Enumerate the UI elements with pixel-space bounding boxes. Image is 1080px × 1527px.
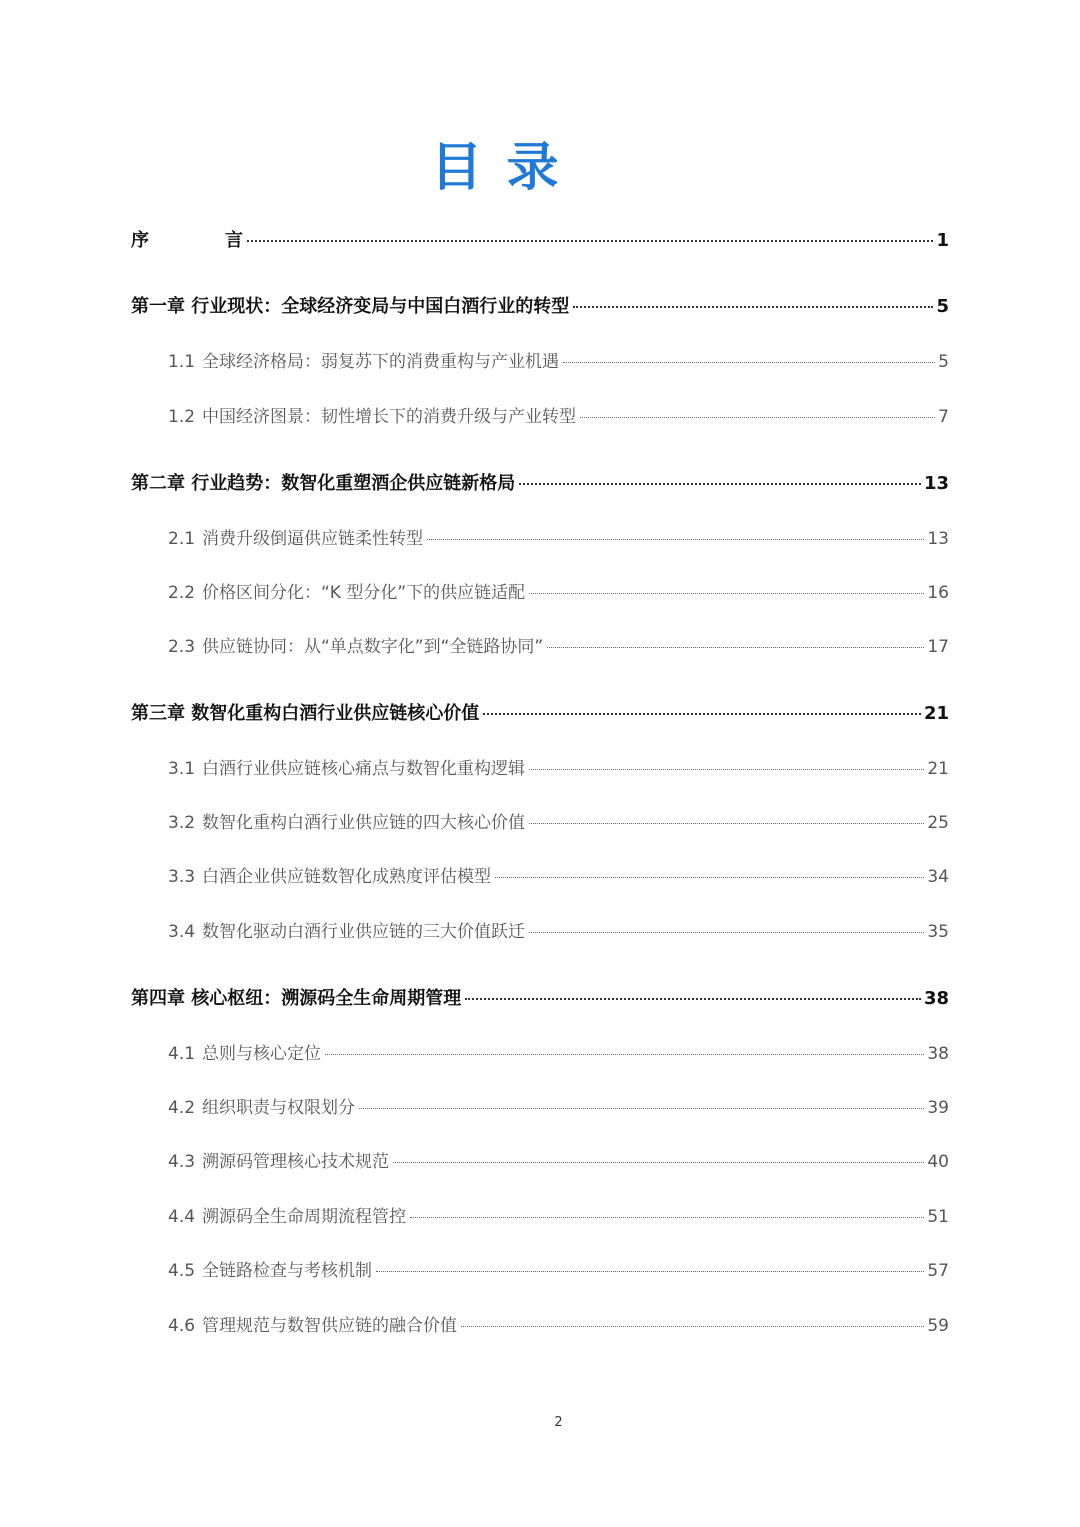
toc-entry-number: 3.3 bbox=[168, 867, 196, 887]
toc-entry-label: 第二章 行业趋势：数智化重塑酒企供应链新格局 bbox=[131, 473, 516, 494]
toc-entry-page-number: 13 bbox=[927, 529, 949, 549]
preface-char-2: 言 bbox=[225, 230, 243, 251]
toc-entry-page-number: 59 bbox=[927, 1316, 949, 1336]
toc-entry-number: 3.1 bbox=[168, 759, 196, 779]
dot-leader bbox=[427, 539, 924, 540]
toc-entry-page-number: 21 bbox=[923, 703, 949, 724]
toc-entry-section-4-6[interactable] bbox=[168, 1311, 949, 1336]
toc-entry-label: 全球经济格局：弱复苏下的消费重构与产业机遇 bbox=[202, 352, 559, 372]
dot-leader bbox=[359, 1108, 924, 1109]
dot-leader bbox=[519, 483, 921, 485]
toc-entry-number: 1.1 bbox=[168, 352, 196, 372]
toc-entry-label: 中国经济图景：韧性增长下的消费升级与产业转型 bbox=[202, 407, 576, 427]
toc-entry-label: 管理规范与数智供应链的融合价值 bbox=[202, 1316, 457, 1336]
dot-leader bbox=[393, 1162, 924, 1163]
dot-leader bbox=[376, 1271, 924, 1272]
toc-entry-section-4-4[interactable] bbox=[168, 1202, 949, 1227]
toc-entry-page-number: 17 bbox=[927, 637, 949, 657]
toc-entry-label: 第三章 数智化重构白酒行业供应链核心价值 bbox=[131, 703, 480, 724]
toc-entry-label bbox=[131, 226, 243, 252]
toc-entry-page-number: 13 bbox=[923, 473, 949, 494]
dot-leader bbox=[580, 417, 935, 418]
toc-entry-label: 数智化驱动白酒行业供应链的三大价值跃迁 bbox=[202, 922, 525, 942]
dot-leader bbox=[247, 240, 933, 242]
dot-leader bbox=[547, 647, 924, 648]
toc-title-char-2: 录 bbox=[506, 138, 583, 198]
toc-entry-page-number: 34 bbox=[927, 867, 949, 887]
toc-entry-page-number: 16 bbox=[927, 583, 949, 603]
toc-entry-page-number: 51 bbox=[927, 1207, 949, 1227]
toc-entry-page-number: 7 bbox=[938, 407, 949, 427]
toc-entry-chapter-2[interactable] bbox=[131, 469, 949, 495]
toc-entry-label: 总则与核心定位 bbox=[202, 1044, 321, 1064]
toc-entry-label: 消费升级倒逼供应链柔性转型 bbox=[202, 529, 423, 549]
toc-entry-section-4-2[interactable] bbox=[168, 1093, 949, 1118]
toc-entry-label: 白酒企业供应链数智化成熟度评估模型 bbox=[202, 867, 491, 887]
dot-leader bbox=[529, 593, 924, 594]
toc-entry-number: 2.2 bbox=[168, 583, 196, 603]
toc-entry-label: 溯源码管理核心技术规范 bbox=[202, 1152, 389, 1172]
toc-entry-chapter-1[interactable] bbox=[131, 292, 949, 318]
toc-entry-page-number: 5 bbox=[936, 296, 949, 317]
dot-leader bbox=[563, 362, 935, 363]
dot-leader bbox=[483, 713, 921, 715]
toc-entry-label: 组织职责与权限划分 bbox=[202, 1098, 355, 1118]
toc-entry-label: 溯源码全生命周期流程管控 bbox=[202, 1207, 406, 1227]
toc-entry-label: 数智化重构白酒行业供应链的四大核心价值 bbox=[202, 813, 525, 833]
toc-entry-number: 3.2 bbox=[168, 813, 196, 833]
toc-entry-page-number: 5 bbox=[938, 352, 949, 372]
toc-entry-section-2-2[interactable] bbox=[168, 578, 949, 603]
toc-entry-page-number: 40 bbox=[927, 1152, 949, 1172]
toc-entry-chapter-3[interactable] bbox=[131, 699, 949, 725]
toc-entry-label: 全链路检查与考核机制 bbox=[202, 1261, 372, 1281]
dot-leader bbox=[529, 769, 924, 770]
toc-title-char-1: 目 bbox=[430, 138, 507, 198]
toc-entry-label: 供应链协同：从“单点数字化”到“全链路协同” bbox=[202, 637, 544, 657]
toc-entry-label: 第一章 行业现状：全球经济变局与中国白酒行业的转型 bbox=[131, 296, 570, 317]
toc-entry-label: 第四章 核心枢纽：溯源码全生命周期管理 bbox=[131, 988, 462, 1009]
toc-entry-number: 2.1 bbox=[168, 529, 196, 549]
toc-entry-section-3-3[interactable] bbox=[168, 862, 949, 887]
toc-entry-label: 价格区间分化：“K 型分化”下的供应链适配 bbox=[202, 583, 526, 603]
dot-leader bbox=[529, 932, 924, 933]
preface-char-1: 序 bbox=[131, 230, 149, 251]
toc-entry-section-2-1[interactable] bbox=[168, 524, 949, 549]
toc-entry-page-number: 35 bbox=[927, 922, 949, 942]
toc-entry-section-1-2[interactable] bbox=[168, 402, 949, 427]
toc-entry-section-3-1[interactable] bbox=[168, 754, 949, 779]
toc-entry-section-3-4[interactable] bbox=[168, 917, 949, 942]
toc-entry-page-number: 39 bbox=[927, 1098, 949, 1118]
toc-entry-number: 4.4 bbox=[168, 1207, 196, 1227]
toc-entry-section-4-3[interactable] bbox=[168, 1147, 949, 1172]
toc-entry-number: 4.6 bbox=[168, 1316, 196, 1336]
toc-entry-section-4-5[interactable] bbox=[168, 1256, 949, 1281]
footer-page-number: 2 bbox=[554, 1415, 563, 1430]
dot-leader bbox=[529, 823, 924, 824]
toc-entry-page-number: 38 bbox=[927, 1044, 949, 1064]
toc-entry-section-2-3[interactable] bbox=[168, 632, 949, 657]
dot-leader bbox=[461, 1326, 924, 1327]
toc-entry-number: 4.5 bbox=[168, 1261, 196, 1281]
dot-leader bbox=[325, 1054, 924, 1055]
toc-entry-chapter-4[interactable] bbox=[131, 984, 949, 1010]
toc-entry-number: 4.2 bbox=[168, 1098, 196, 1118]
toc-entry-page-number: 38 bbox=[923, 988, 949, 1009]
dot-leader bbox=[410, 1217, 924, 1218]
toc-entry-page-number: 1 bbox=[936, 230, 949, 251]
toc-entry-section-3-2[interactable] bbox=[168, 808, 949, 833]
toc-entry-page-number: 21 bbox=[927, 759, 949, 779]
toc-entry-page-number: 57 bbox=[927, 1261, 949, 1281]
toc-entry-page-number: 25 bbox=[927, 813, 949, 833]
toc-entry-section-1-1[interactable] bbox=[168, 347, 949, 372]
toc-entry-number: 3.4 bbox=[168, 922, 196, 942]
toc-entry-section-4-1[interactable] bbox=[168, 1039, 949, 1064]
dot-leader bbox=[465, 998, 921, 1000]
toc-entry-number: 1.2 bbox=[168, 407, 196, 427]
toc-entry-number: 2.3 bbox=[168, 637, 196, 657]
toc-title bbox=[0, 132, 1013, 204]
toc-entry-label: 白酒行业供应链核心痛点与数智化重构逻辑 bbox=[202, 759, 525, 779]
dot-leader bbox=[495, 877, 924, 878]
dot-leader bbox=[573, 306, 933, 308]
toc-entry-number: 4.3 bbox=[168, 1152, 196, 1172]
toc-entry-preface[interactable] bbox=[131, 226, 949, 252]
toc-entry-number: 4.1 bbox=[168, 1044, 196, 1064]
